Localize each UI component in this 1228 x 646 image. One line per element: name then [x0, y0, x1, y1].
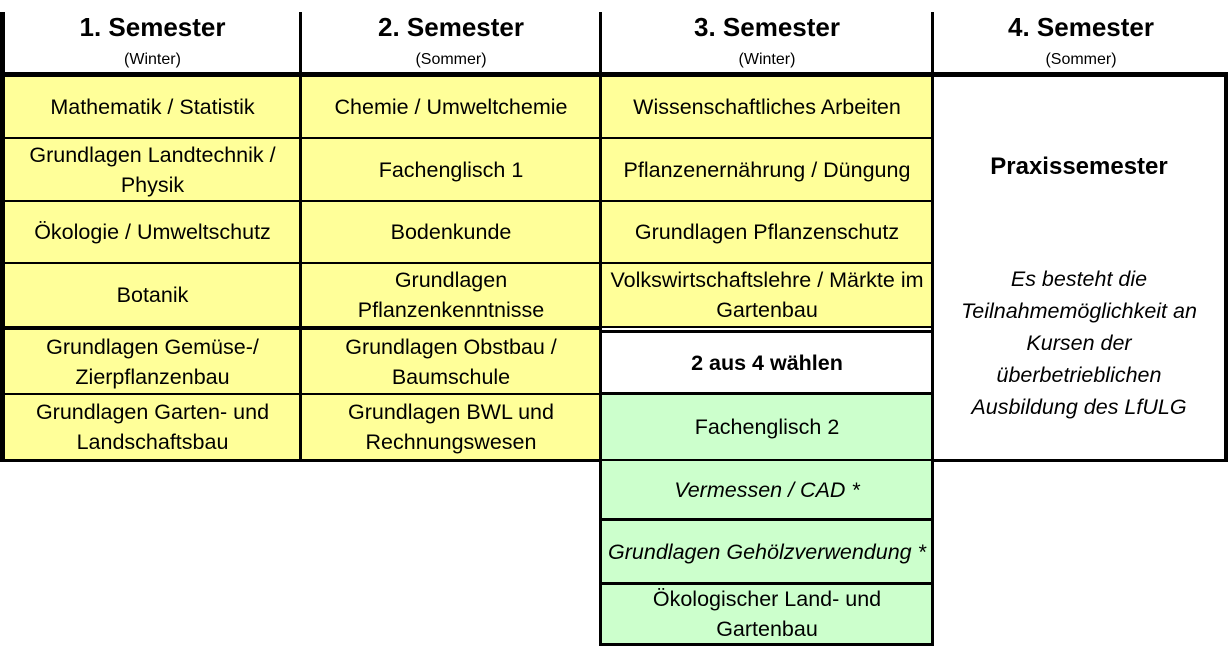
course-cell: Grundlagen Pflanzenschutz: [602, 202, 932, 262]
row-rule: [600, 392, 933, 395]
row-rule: [600, 582, 933, 585]
header-season: (Winter): [124, 51, 181, 68]
row-rule: [600, 330, 933, 333]
row-rule: [600, 137, 933, 139]
course-cell: Pflanzenernährung / Düngung: [602, 139, 932, 200]
course-cell: Grundlagen Gemüse-/ Zierpflanzenbau: [5, 330, 300, 393]
header-season: (Sommer): [1045, 51, 1117, 68]
course-cell: Volkswirtschaftslehre / Märkte im Gartenbau: [602, 264, 932, 326]
header-semester-3: [602, 0, 932, 72]
header-rule: [0, 72, 1228, 77]
course-cell: Chemie / Umweltchemie: [302, 77, 600, 137]
row-rule: [600, 326, 933, 328]
grid-line: [1224, 77, 1228, 461]
course-cell: Grundlagen Landtechnik / Physik: [5, 139, 300, 200]
course-cell: Grundlagen BWL und Rechnungswesen: [302, 395, 600, 459]
header-title: 4. Semester: [1008, 12, 1154, 42]
praxissemester-title: Praxissemester: [990, 153, 1168, 180]
course-cell: Wissenschaftliches Arbeiten: [602, 77, 932, 137]
grid-line: [931, 12, 934, 646]
course-cell: Grundlagen Obstbau / Baumschule: [302, 330, 600, 393]
course-cell: Mathematik / Statistik: [5, 77, 300, 137]
course-cell: Fachenglisch 1: [302, 139, 600, 200]
course-cell: Grundlagen Garten- und Landschaftsbau: [5, 395, 300, 459]
elective-label: 2 aus 4 wählen: [602, 334, 932, 392]
row-rule: [0, 262, 602, 264]
praxissemester-note: Es besteht die Teilnahmemöglichkeit an Kursen der überbetrieblichen Ausbildung des LfULG: [961, 267, 1197, 419]
header-semester-2: [302, 0, 600, 72]
header-season: (Sommer): [415, 51, 487, 68]
elective-option: Grundlagen Gehölzverwendung *: [602, 521, 932, 582]
course-cell: Bodenkunde: [302, 202, 600, 262]
row-rule: [600, 262, 933, 264]
course-cell: Ökologie / Umweltschutz: [5, 202, 300, 262]
row-rule: [600, 518, 933, 521]
row-rule: [600, 200, 933, 202]
row-rule: [0, 200, 602, 202]
header-semester-1: [5, 0, 300, 72]
row-rule: [600, 459, 933, 461]
praxissemester-cell: [934, 77, 1224, 459]
course-cell: Grundlagen Pflanzenkenntnisse: [302, 264, 600, 326]
elective-option: Fachenglisch 2: [602, 395, 932, 459]
header-title: 3. Semester: [694, 12, 840, 42]
elective-option: Vermessen / CAD *: [602, 461, 932, 518]
row-rule: [0, 393, 602, 395]
header-title: 1. Semester: [79, 12, 226, 42]
row-rule: [0, 137, 602, 139]
header-season: (Winter): [738, 51, 796, 68]
header-title: 2. Semester: [378, 12, 524, 42]
row-rule: [932, 459, 1228, 462]
course-cell: Botanik: [5, 264, 300, 326]
row-rule: [0, 459, 602, 462]
header-semester-4: [934, 0, 1228, 72]
row-rule: [0, 326, 602, 330]
elective-option: Ökologischer Land- und Gartenbau: [602, 585, 932, 643]
